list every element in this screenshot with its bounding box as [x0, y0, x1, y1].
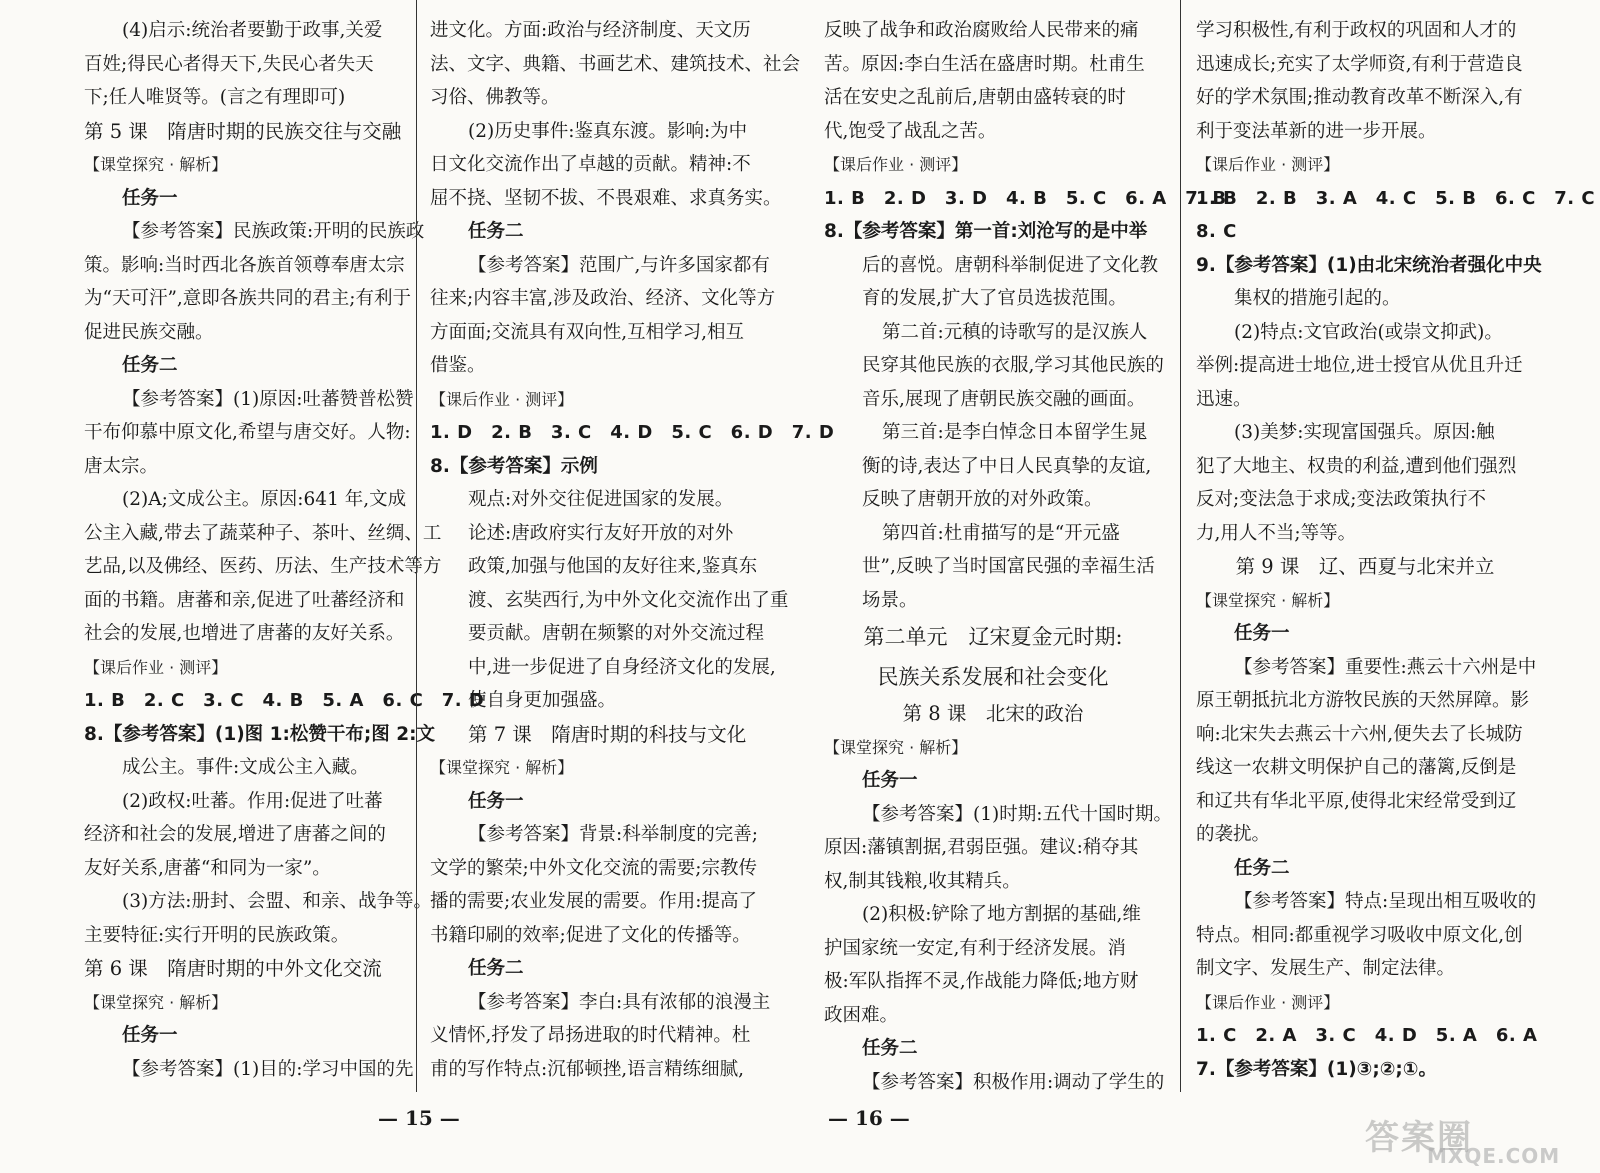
text-line: 场景。 [862, 589, 918, 611]
watermark-logo [1365, 1110, 1595, 1170]
column-divider [1180, 0, 1181, 1092]
text-line: 任务二 [862, 1038, 918, 1059]
text-line: 面的书籍。唐蕃和亲,促进了吐蕃经济和 [84, 589, 405, 611]
text-line: 【课后作业 · 测评】 [1196, 992, 1340, 1012]
text-line: 【课后作业 · 测评】 [430, 389, 574, 409]
text-line: 音乐,展现了唐朝民族交融的画面。 [862, 388, 1146, 410]
text-line: 力,用人不当;等等。 [1196, 522, 1357, 544]
text-line: 【课后作业 · 测评】 [1196, 155, 1340, 174]
left-page-column-2 [430, 14, 835, 1086]
text-line: 文学的繁荣;中外文化交流的需要;宗教传 [430, 857, 757, 879]
text-line: 【课堂探究 · 解析】 [1196, 590, 1340, 610]
text-line: 反映了战争和政治腐败给人民带来的痛 [824, 20, 1139, 41]
watermark-site: MXQE.COM [1427, 1144, 1561, 1168]
text-line: (2)历史事件:鉴真东渡。影响:为中 [468, 120, 748, 142]
text-line: 任务二 [1234, 857, 1290, 879]
text-line: 9.【参考答案】(1)由北宋统治者强化中央 [1196, 254, 1542, 276]
text-line: 第 6 课 隋唐时期的中外文化交流 [84, 957, 382, 980]
text-line: 第二单元 辽宋夏金元时期: [863, 625, 1123, 649]
text-line: (3)美梦:实现富国强兵。原因:触 [1234, 422, 1495, 443]
text-line: 政困难。 [824, 1004, 899, 1026]
text-line: 书籍印刷的效率;促进了文化的传播等。 [430, 924, 751, 946]
text-line: 方面面;交流具有双向性,互相学习,相互 [430, 321, 744, 343]
text-line: 8.【参考答案】示例 [430, 455, 598, 477]
text-line: 8.【参考答案】(1)图 1:松赞干布;图 2:文 [84, 723, 436, 745]
text-line: 代,饱受了战乱之苦。 [824, 120, 997, 142]
text-line: 第 8 课 北宋的政治 [902, 702, 1084, 725]
text-line: 任务一 [122, 1025, 178, 1046]
text-line: 使自身更加强盛。 [468, 690, 617, 711]
text-line: 【课后作业 · 测评】 [84, 657, 228, 677]
right-page-column-2 [1196, 14, 1596, 1086]
column-divider [416, 0, 417, 1092]
text-line: 第三首:是李白悼念日本留学生晁 [882, 422, 1148, 443]
text-line: 【参考答案】范围广,与许多国家都有 [468, 254, 770, 276]
text-line: 学习积极性,有利于政权的巩固和人才的 [1196, 20, 1517, 41]
text-line: 1. D 2. B 3. C 4. D 5. C 6. D 7. D [430, 422, 835, 443]
text-line: 往来;内容丰富,涉及政治、经济、文化等方 [430, 288, 776, 309]
text-line: 1. B 2. D 3. D 4. B 5. C 6. A 7. B [824, 187, 1227, 209]
text-line: 民族关系发展和社会变化 [877, 665, 1109, 689]
text-line: 借鉴。 [430, 355, 486, 376]
text-line: 制文字、发展生产、制定法律。 [1196, 958, 1456, 979]
text-line: 迅速。 [1196, 388, 1252, 410]
text-line: 8. C [1196, 221, 1237, 242]
text-line: 观点:对外交往促进国家的发展。 [468, 489, 734, 510]
text-line: 【参考答案】特点:呈现出相互吸收的 [1234, 891, 1537, 912]
text-line: 友好关系,唐蕃“和同为一家”。 [84, 857, 331, 879]
text-line: 渡、玄奘西行,为中外文化交流作出了重 [468, 589, 789, 611]
text-line: 第 5 课 隋唐时期的民族交往与交融 [84, 119, 402, 143]
text-line: 播的需要;农业发展的需要。作用:提高了 [430, 891, 757, 912]
text-line: 和辽共有华北平原,使得北宋经常受到辽 [1196, 790, 1517, 812]
text-line: 唐太宗。 [84, 455, 159, 477]
text-line: 【参考答案】民族政策:开明的民族政 [122, 221, 425, 242]
text-line: 干布仰慕中原文化,希望与唐交好。人物: [84, 422, 411, 443]
text-line: 1. C 2. A 3. C 4. D 5. A 6. A [1196, 1025, 1538, 1046]
text-line: 【参考答案】(1)原因:吐蕃赞普松赞 [122, 388, 414, 410]
text-line: 主要特征:实行开明的民族政策。 [84, 924, 350, 946]
text-line: 任务二 [468, 958, 524, 979]
text-line: 为“天可汗”,意即各族共同的君主;有利于 [84, 288, 412, 309]
text-line: 集权的措施引起的。 [1234, 288, 1401, 309]
text-line: 习俗、佛教等。 [430, 87, 560, 108]
text-line: 反映了唐朝开放的对外政策。 [862, 489, 1103, 510]
text-line: 中,进一步促进了自身经济文化的发展, [468, 656, 776, 678]
text-line: (2)积极:铲除了地方割据的基础,维 [862, 904, 1141, 925]
text-line: 1. B 2. B 3. A 4. C 5. B 6. C 7. C [1196, 187, 1596, 209]
text-line: 任务二 [468, 221, 524, 242]
text-line: 任务一 [122, 187, 178, 209]
text-line: (4)启示:统治者要勤于政事,关爱 [122, 20, 383, 41]
text-line: 护国家统一安定,有利于经济发展。消 [824, 937, 1126, 959]
text-line: 后的喜悦。唐朝科举制促进了文化教 [862, 254, 1159, 276]
text-line: 百姓;得民心者得天下,失民心者失天 [84, 53, 374, 75]
watermark-badge: 答案圈 [1365, 1118, 1473, 1158]
text-line: 进文化。方面:政治与经济制度、天文历 [430, 20, 751, 41]
text-line: 【参考答案】积极作用:调动了学生的 [862, 1071, 1165, 1093]
page-number: — 16 — [828, 1106, 910, 1130]
text-line: 1. B 2. C 3. C 4. B 5. A 6. C 7. D [84, 690, 485, 711]
text-line: 任务一 [862, 770, 918, 791]
page-number: — 15 — [378, 1106, 460, 1130]
text-line: 【参考答案】(1)时期:五代十国时期。 [862, 803, 1172, 825]
text-line: 第 9 课 辽、西夏与北宋并立 [1235, 555, 1495, 578]
text-line: 7.【参考答案】(1)③;②;①。 [1196, 1058, 1437, 1080]
text-line: 【课堂探究 · 解析】 [824, 737, 968, 757]
text-line: 线这一农耕文明保护自己的藩篱,反倒是 [1196, 757, 1517, 778]
text-line: 经济和社会的发展,增进了唐蕃之间的 [84, 824, 386, 845]
text-line: 策。影响:当时西北各族首领尊奉唐太宗 [84, 254, 405, 276]
text-line: 任务一 [1234, 623, 1290, 644]
text-line: 第 7 课 隋唐时期的科技与文化 [468, 722, 747, 746]
text-line: 政策,加强与他国的友好往来,鉴真东 [468, 556, 758, 577]
text-line: 要贡献。唐朝在频繁的对外交流过程 [468, 623, 765, 644]
text-line: 任务二 [122, 355, 178, 376]
text-line: (2)特点:文官政治(或崇文抑武)。 [1234, 321, 1503, 343]
text-line: 响:北宋失去燕云十六州,便失去了长城防 [1196, 723, 1523, 745]
text-line: 日文化交流作出了卓越的贡献。精神:不 [430, 154, 751, 175]
text-line: (3)方法:册封、会盟、和亲、战争等。 [122, 891, 432, 912]
text-line: 甫的写作特点:沉郁顿挫,语言精练细腻, [430, 1058, 744, 1080]
text-line: 举例:提高进士地位,进士授官从优且升迁 [1196, 355, 1523, 376]
text-line: 【参考答案】李白:具有浓郁的浪漫主 [468, 991, 771, 1013]
text-line: 第四首:杜甫描写的是“开元盛 [882, 522, 1120, 544]
text-line: 【参考答案】(1)目的:学习中国的先 [122, 1058, 414, 1080]
text-line: 促进民族交融。 [84, 321, 214, 343]
text-line: 下;任人唯贤等。(言之有理即可) [84, 87, 346, 108]
text-line: 育的发展,扩大了官员选拔范围。 [862, 288, 1127, 309]
text-line: 成公主。事件:文成公主入藏。 [122, 757, 369, 778]
text-line: 权,制其钱粮,收其精兵。 [824, 870, 1021, 892]
text-line: 犯了大地主、权贵的利益,遭到他们强烈 [1196, 455, 1517, 477]
text-line: 好的学术氛围;推动教育改革不断深入,有 [1196, 87, 1523, 108]
text-line: (2)A;文成公主。原因:641 年,文成 [122, 489, 407, 510]
text-line: 苦。原因:李白生活在盛唐时期。杜甫生 [824, 53, 1145, 75]
text-line: 原王朝抵抗北方游牧民族的天然屏障。影 [1196, 690, 1530, 711]
text-line: 【课后作业 · 测评】 [824, 155, 968, 174]
text-line: 论述:唐政府实行友好开放的对外 [468, 522, 734, 544]
text-line: (2)政权:吐蕃。作用:促进了吐蕃 [122, 790, 383, 812]
text-line: 极:军队指挥不灵,作战能力降低;地方财 [824, 971, 1139, 992]
text-line: 义情怀,抒发了昂扬进取的时代精神。杜 [430, 1025, 751, 1046]
text-line: 社会的发展,也增进了唐蕃的友好关系。 [84, 623, 405, 644]
text-line: 特点。相同:都重视学习吸收中原文化,创 [1196, 924, 1523, 946]
text-line: 8.【参考答案】第一首:刘沧写的是中举 [824, 221, 1148, 242]
text-line: 【参考答案】背景:科举制度的完善; [468, 824, 758, 845]
text-line: 艺品,以及佛经、医药、历法、生产技术等方 [84, 556, 442, 577]
text-line: 【课堂探究 · 解析】 [84, 155, 228, 174]
text-line: 【课堂探究 · 解析】 [84, 992, 228, 1012]
text-line: 民穿其他民族的衣服,学习其他民族的 [862, 355, 1164, 376]
text-line: 反对;变法急于求成;变法政策执行不 [1196, 489, 1486, 510]
text-line: 衡的诗,表达了中日人民真挚的友谊, [862, 455, 1152, 477]
text-line: 利于变法革新的进一步开展。 [1196, 120, 1437, 142]
right-page [800, 0, 1600, 1173]
text-line: 的袭扰。 [1196, 824, 1271, 845]
text-line: 【课堂探究 · 解析】 [430, 758, 574, 777]
text-line: 法、文字、典籍、书画艺术、建筑技术、社会 [430, 53, 801, 75]
text-line: 第二首:元稹的诗歌写的是汉族人 [882, 321, 1148, 343]
text-line: 迅速成长;充实了太学师资,有利于营造良 [1196, 53, 1523, 75]
text-line: 任务一 [468, 790, 524, 812]
text-line: 活在安史之乱前后,唐朝由盛转衰的时 [824, 87, 1126, 108]
text-line: 世”,反映了当时国富民强的幸福生活 [862, 556, 1155, 577]
text-line: 公主入藏,带去了蔬菜种子、茶叶、丝绸、工 [84, 522, 442, 544]
text-line: 【参考答案】重要性:燕云十六州是中 [1234, 656, 1537, 678]
text-line: 屈不挠、坚韧不拔、不畏艰难、求真务实。 [430, 187, 782, 209]
text-line: 原因:藩镇割据,君弱臣强。建议:稍夺其 [824, 837, 1139, 858]
